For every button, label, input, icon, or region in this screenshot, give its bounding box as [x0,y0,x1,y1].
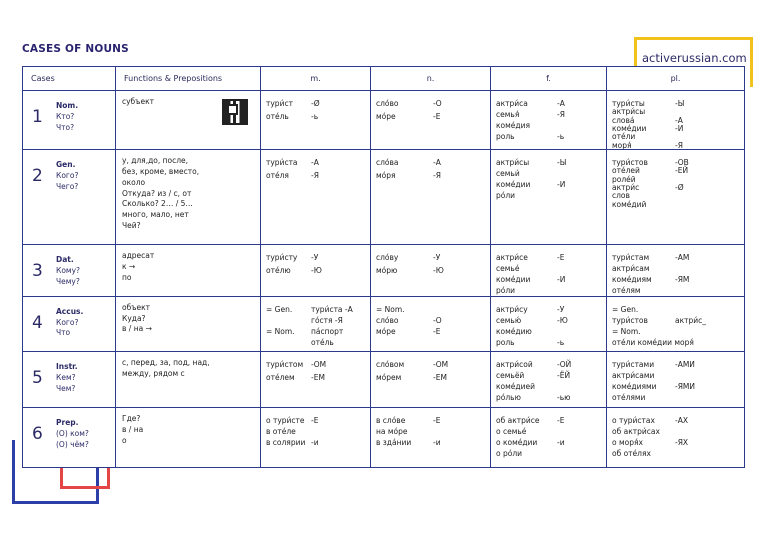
word-form: семьи́ [496,168,520,178]
cell-pl [607,352,745,408]
form-cell [607,150,744,244]
form-cell [261,408,370,467]
word-form: актри́с [612,182,640,192]
word-form: = Gen. [612,304,639,314]
case-number: 2 [32,165,43,186]
form-cell [491,245,606,295]
word-form: оте́ли [612,132,636,142]
page-title: CASES OF NOUNS [22,43,129,55]
cell-pl [607,149,745,244]
case-box [23,408,115,467]
cell-pl [607,91,745,150]
cell-f [491,352,607,408]
ending-label: -Я [433,170,441,180]
word-form: в сло́ве [376,416,406,426]
case-q1: Кого? [56,170,79,180]
form-cell [607,352,744,407]
function-line: Сколько? 2… / 5… [122,199,193,209]
word-form: оте́лю [266,266,291,276]
case-q2: (О) чём? [56,439,89,449]
case-row [23,149,745,244]
cell-m [261,352,371,408]
word-form: ро́лью [496,393,521,403]
ending-label: -У [557,304,565,314]
word-form: оте́ль [266,112,289,121]
ending-label: -ЯХ [675,438,689,448]
word-form: актри́сы [496,157,530,167]
cell-n [371,352,491,408]
function-line: о [122,435,127,445]
functions-cell [116,91,261,150]
word-form: = Nom. [376,304,405,314]
word-form: роль [496,337,515,347]
case-number: 4 [32,312,43,333]
word-form: роль [496,132,515,141]
form-cell [491,91,606,149]
word-form: оте́ля [266,170,289,180]
decor-red-frame [60,465,110,489]
ending-label: -Ы [557,157,567,167]
case-q1: Кем? [56,373,76,383]
form-cell [371,352,490,407]
case-name-box [56,160,78,193]
cases-table [22,66,745,468]
case-q1: Кому? [56,266,80,276]
function-line: адресат [122,251,155,261]
word-form: актри́сам [612,264,650,274]
case-q2: Что? [56,122,75,132]
word-form: мо́рю [376,266,398,276]
word-form: коме́диями [612,382,657,392]
case-cell [23,245,116,296]
word-form: об актри́се [496,416,540,426]
form-cell [491,408,606,467]
ending-label: -АМИ [675,360,695,370]
ending-label: -АХ [675,416,688,426]
col-header-masculine: m. [261,67,371,91]
word-form: коме́дий [612,199,647,209]
word-form: коме́дии [496,179,531,189]
case-box [23,245,115,295]
case-name-box [56,101,78,134]
ending-label: -А [675,115,683,125]
word-form: о семье́ [496,427,527,437]
case-cell [23,352,116,408]
case-name: Instr. [56,362,78,372]
function-line: к → [122,262,136,272]
word-form: оте́лей [612,166,640,176]
word-form: тури́стом [266,360,304,370]
ending-label: -ОМ [311,360,327,370]
cell-pl [607,408,745,468]
ending-label: -И [557,179,566,189]
case-name-box [56,307,83,340]
functions-text [116,297,260,352]
case-number: 6 [32,424,43,445]
ending-label: -ь [557,132,565,141]
word-form: о тури́стах [612,416,655,426]
ending-label: -и [557,438,565,448]
ending-label: -А [433,157,441,167]
function-line: без, кроме, вместо, [122,166,200,176]
ending-label: -Я [311,170,319,180]
ending-label: -ЕМ [433,373,447,383]
ending-label: -ЁЙ [557,371,571,381]
ending-label: -И [675,124,684,133]
word-form: = Gen. [266,304,293,314]
form-cell [261,352,370,407]
word-form: сло́ва [376,157,399,167]
word-form: мо́ре [376,326,396,336]
case-q1: Кого? [56,317,79,327]
word-form: тури́сту [266,253,298,263]
case-cell [23,296,116,352]
word-form: ро́ли [496,286,516,296]
case-cell [23,408,116,468]
ending-label: -Я [557,110,565,119]
form-cell [261,150,370,244]
word-form: семью́ [496,315,522,325]
word-form: актри́сы [612,107,646,117]
cell-m [261,245,371,296]
function-line: Откуда? из / с, от [122,188,192,198]
ending-label: -Ø [675,182,684,192]
ending-label: -А [557,99,565,108]
case-name: Nom. [56,101,79,110]
case-q1: (О) ком? [56,428,89,438]
ending-label: -ОВ [675,157,689,167]
ending-label: -Е [557,253,565,263]
function-line: по [122,273,132,283]
ending-label: -Е [433,416,441,426]
word-form: актри́сами [612,371,655,381]
col-header-cases: Cases [23,67,116,91]
case-q1: Кто? [56,111,75,121]
word-form: в оте́ле [266,427,296,437]
cell-m [261,91,371,150]
col-header-functions: Functions & Prepositions [116,67,261,91]
header-row [23,67,745,91]
ending-label: -и [433,438,441,448]
word-form: о ро́ли [496,449,522,459]
word-form: = Nom. [266,326,295,336]
cell-n [371,408,491,468]
case-row [23,296,745,352]
cell-m [261,149,371,244]
case-cell [23,91,116,150]
form-cell [607,91,744,149]
word-form: тури́стов [612,157,648,167]
ending-label: -Е [311,416,319,426]
qr-code [222,99,248,125]
ending-label: -АМ [675,253,690,263]
ending-label: -и [311,438,319,448]
ending-label: -ЯМ [675,275,690,285]
word-form: о моря́х [612,438,643,448]
function-line: Чей? [122,221,141,231]
case-name-box [56,418,89,451]
functions-text [116,352,260,407]
ending-label: тури́ста -А [311,304,353,314]
word-form: оте́лями [612,393,646,403]
case-q2: Чем? [56,384,76,394]
col-header-feminine: f. [491,67,607,91]
form-cell [491,297,606,352]
case-name: Prep. [56,418,79,428]
case-row [23,352,745,408]
ending-label: -ЕЙ [675,166,689,176]
word-form: семья́ [496,110,520,119]
word-form: мо́рем [376,373,402,383]
cell-m [261,296,371,352]
ending-label: -У [433,253,441,263]
word-form: коме́дии [496,275,531,285]
form-cell [491,150,606,244]
form-cell [261,245,370,295]
functions-text [116,408,260,467]
functions-text [116,245,260,295]
functions-text [116,91,260,149]
ending-label: -ью [557,393,571,403]
form-cell [607,408,744,467]
word-form: семьёй [496,371,525,381]
form-cell [491,352,606,407]
word-form: роле́й [612,174,636,184]
ending-label: -ОМ [433,360,449,370]
ending-label: -Ю [311,266,322,276]
word-form: сло́вом [376,360,405,370]
ending-label: актри́с_ [675,315,707,325]
col-header-plural: pl. [607,67,745,91]
case-row [23,91,745,150]
functions-cell [116,352,261,408]
word-form: сло́во [376,315,399,325]
functions-text [116,150,260,244]
word-form: о тури́сте [266,416,305,426]
word-form: о коме́дии [496,438,538,448]
case-number: 1 [32,107,43,127]
ending-label: оте́ль [311,337,334,347]
cell-f [491,408,607,468]
form-cell [371,245,490,295]
word-form: моря́ [612,140,632,150]
word-form: оте́лям [612,286,641,296]
function-line: в / на → [122,324,152,334]
ending-label: -ь [557,337,565,347]
ending-label: -ь [311,112,319,121]
function-line: у, для,до, после, [122,155,189,165]
cell-pl [607,296,745,352]
case-name: Dat. [56,255,74,265]
function-line: объект [122,302,151,312]
ending-label: -У [311,253,319,263]
word-form: коме́дии [612,124,647,133]
cell-n [371,149,491,244]
case-box [23,352,115,407]
functions-cell [116,245,261,296]
ending-label: -Ю [557,315,568,325]
form-cell [261,297,370,352]
cell-n [371,296,491,352]
ending-label: -Е [433,326,441,336]
ending-label: -Ø [311,99,320,108]
word-form: коме́дию [496,326,532,336]
word-form: мо́ря [376,170,396,180]
case-q2: Чему? [56,277,80,287]
case-name: Accus. [56,306,84,316]
form-cell [607,245,744,295]
word-form: актри́сой [496,360,533,370]
word-form: тури́сты [612,99,645,108]
word-form: ро́ли [496,190,516,200]
functions-cell [116,149,261,244]
ending-label: па́спорт [311,326,344,336]
word-form: сло́во [376,99,399,108]
functions-cell [116,296,261,352]
word-form: тури́ста [266,157,298,167]
word-form: актри́су [496,304,528,314]
ending-label: го́стя -Я [311,315,343,325]
function-line: много, мало, нет [122,210,189,220]
word-form: слов [612,191,630,201]
form-cell [261,91,370,149]
function-line: субъект [122,97,154,106]
word-form: в солярии [266,438,306,448]
function-line: Куда? [122,313,146,323]
word-form: в зда́нии [376,438,412,448]
word-form: оте́ли коме́дии моря́ [612,337,694,347]
ending-label: -Е [433,112,441,121]
word-form: оте́лем [266,373,295,383]
word-form: коме́диям [612,275,652,285]
form-cell [371,91,490,149]
case-q2: Чего? [56,181,79,191]
form-cell [607,297,744,352]
ending-label: -И [557,275,566,285]
cell-n [371,91,491,150]
cell-n [371,245,491,296]
case-row [23,245,745,296]
cell-f [491,245,607,296]
ending-label: -Я [675,140,683,150]
function-line: в / на [122,424,144,434]
function-line: около [122,177,146,187]
ending-label: -А [311,157,319,167]
function-line: Где? [122,414,141,424]
word-form: тури́стам [612,253,650,263]
ending-label: -ОЙ [557,360,572,370]
form-cell [371,408,490,467]
form-cell [371,297,490,352]
word-form: тури́ст [266,99,293,108]
case-number: 5 [32,368,43,389]
case-cell [23,149,116,244]
case-box [23,297,115,352]
case-row [23,408,745,468]
word-form: коме́дия [496,121,530,130]
word-form: тури́стами [612,360,655,370]
brand-url[interactable]: activerussian.com [642,51,747,65]
col-header-neuter: n. [371,67,491,91]
cell-m [261,408,371,468]
word-form: сло́ву [376,253,399,263]
word-form: коме́дией [496,382,535,392]
ending-label: -Ю [433,266,444,276]
ending-label: -ЯМИ [675,382,695,392]
ending-label: -О [433,99,442,108]
function-line: между, рядом с [122,369,185,379]
word-form: = Nom. [612,326,641,336]
word-form: актри́са [496,99,528,108]
cell-pl [607,245,745,296]
word-form: на мо́ре [376,427,408,437]
word-form: об актри́сах [612,427,660,437]
ending-label: -Ы [675,99,685,108]
case-number: 3 [32,261,43,282]
ending-label: -ЕМ [311,373,325,383]
case-name: Gen. [56,159,76,169]
function-line: с, перед, за, под, над, [122,358,210,368]
ending-label: -Е [557,416,565,426]
word-form: об оте́лях [612,449,651,459]
functions-cell [116,408,261,468]
case-q2: Что [56,328,71,338]
case-name-box [56,255,80,288]
word-form: семье́ [496,264,520,274]
case-box [23,91,115,149]
case-name-box [56,362,78,395]
cell-f [491,91,607,150]
case-box [23,150,115,244]
cell-f [491,296,607,352]
form-cell [371,150,490,244]
word-form: актри́се [496,253,528,263]
cell-f [491,149,607,244]
ending-label: -О [433,315,442,325]
word-form: мо́ре [376,112,396,121]
word-form: слова́ [612,115,635,125]
word-form: тури́стов [612,315,648,325]
